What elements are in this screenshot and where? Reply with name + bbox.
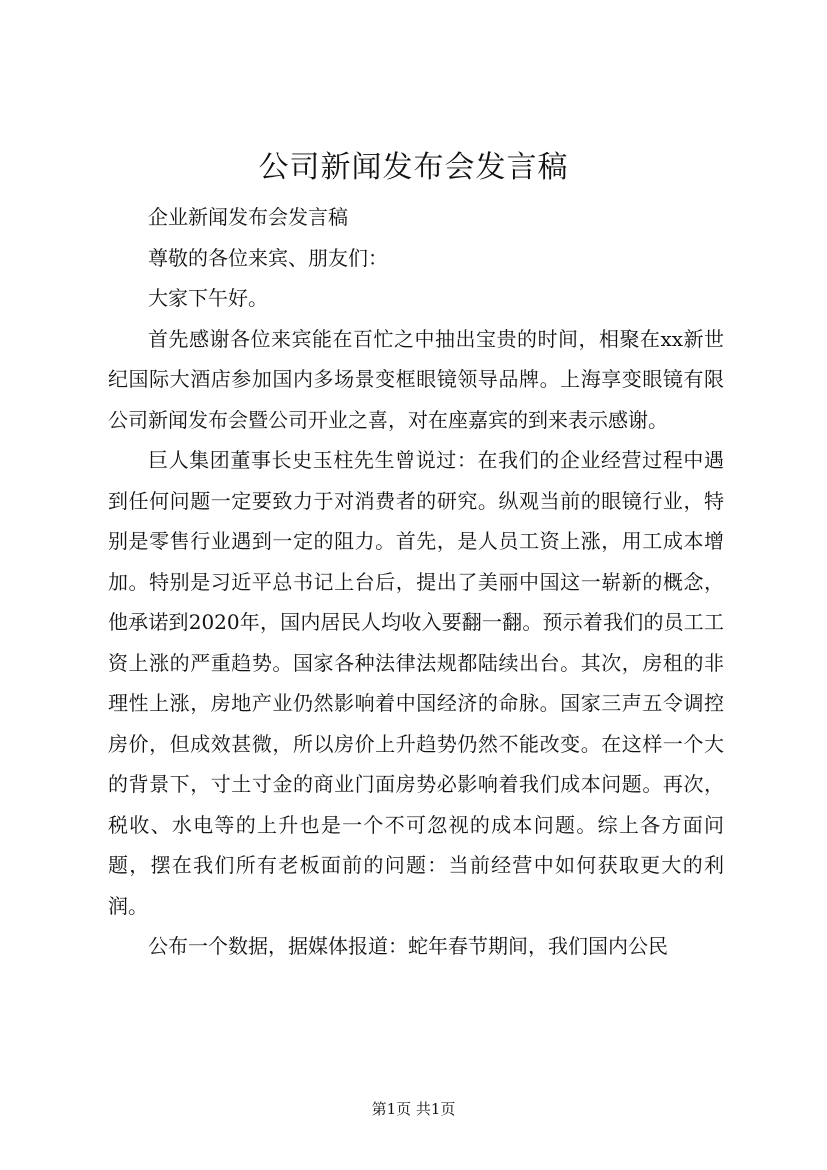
paragraph-subtitle: 企业新闻发布会发言稿 <box>148 205 348 229</box>
document-title: 公司新闻发布会发言稿 <box>258 150 569 185</box>
document-body <box>108 197 724 967</box>
paragraph-data: 公布一个数据，据媒体报道：蛇年春节期间，我们国内公民 <box>148 934 668 958</box>
paragraph-industry: 巨人集团董事长史玉柱先生曾说过：在我们的企业经营过程中遇到任何问题一定要致力于对消费者的研究。纵观当前的眼镜行业，特别是零售行业遇到一定的阻力。首先，是人员工资上涨，用工成本增加。特别是习近平总书记上台后，提出了美丽中国这一崭新的概念，他承诺到2020年，国内居民人均收入要翻一翻。预示着我们的员工工资上涨的严重趋势。国家各种法律法规都陆续出台。其次，房租的非理性上涨，房地产业仍然影响着中国经济的命脉。国家三声五令调控房价，但成效甚微，所以房价上升趋势仍然不能改变。在这样一个大的背景下，寸土寸金的商业门面房势必影响着我们成本问题。再次，税收、水电等的上升也是一个不可忽视的成本问题。综上各方面问题，摆在我们所有老板面前的问题：当前经营中如何获取更大的利润。 <box>108 448 724 918</box>
page-footer: 第1页 共1页 <box>371 1100 456 1118</box>
paragraph-thanks: 首先感谢各位来宾能在百忙之中抽出宝贵的时间，相聚在xx新世纪国际大酒店参加国内多场景变框眼镜领导品牌。上海享变眼镜有限公司新闻发布会暨公司开业之喜，对在座嘉宾的到来表示感谢。 <box>108 326 724 432</box>
paragraph-greeting: 大家下午好。 <box>148 286 268 310</box>
paragraph-salutation: 尊敬的各位来宾、朋友们： <box>148 245 388 270</box>
